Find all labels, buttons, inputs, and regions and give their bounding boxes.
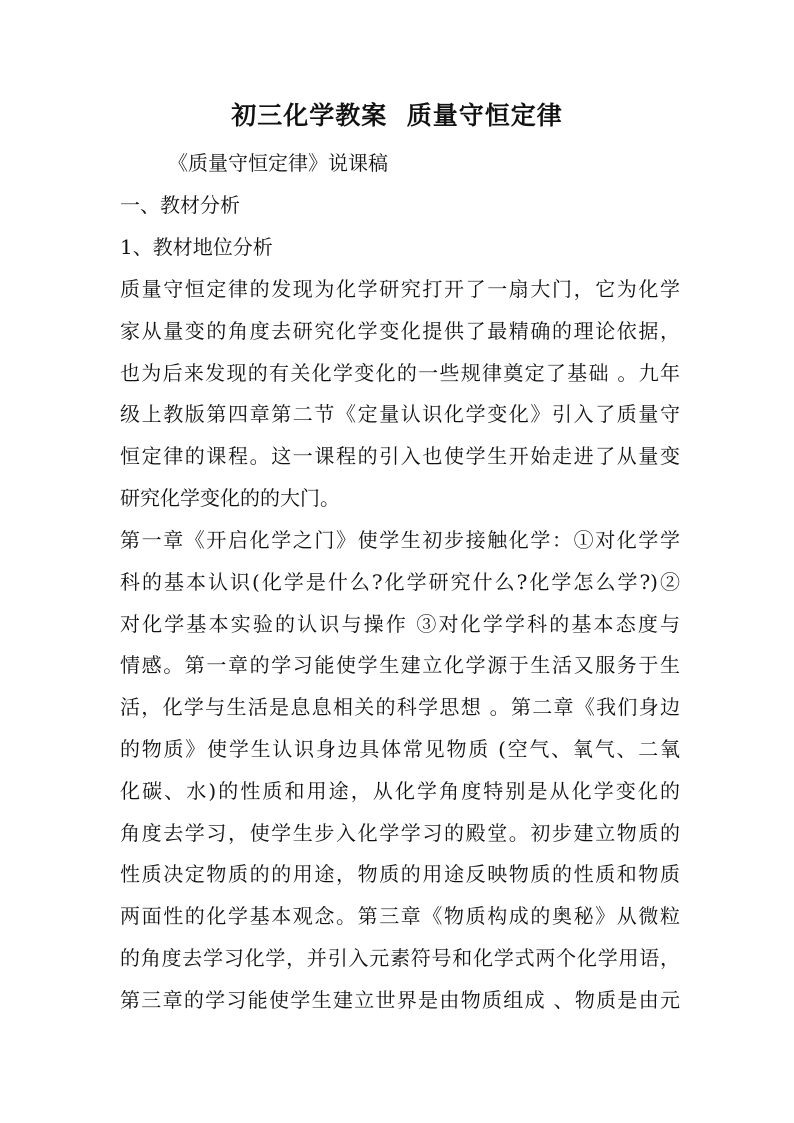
subsection-heading-material-position: 1、教材地位分析: [120, 235, 273, 259]
paragraph-law-introduction: [120, 274, 680, 525]
text-line: 家从量变的角度去研究化学变化提供了最精确的理论依据，: [120, 318, 680, 343]
text-line: 也为后来发现的有关化学变化的一些规律奠定了基础 。九年: [120, 360, 680, 385]
text-line: 角度去学习，使学生步入化学学习的殿堂。初步建立物质的: [120, 820, 680, 845]
text-line: 对化学基本实验的认识与操作 ③对化学学科的基本态度与: [120, 611, 680, 636]
text-line: 活，化学与生活是息息相关的科学思想 。第二章《我们身边: [120, 695, 680, 720]
text-line: 化碳、水)的性质和用途，从化学角度特别是从化学变化的: [120, 778, 680, 803]
text-line: 的角度去学习化学，并引入元素符号和化学式两个化学用语，: [120, 945, 680, 970]
text-line: 情感。第一章的学习能使学生建立化学源于生活又服务于生: [120, 653, 680, 678]
section-heading-teaching-material-analysis: 一、教材分析: [120, 193, 240, 217]
text-line: 第一章《开启化学之门》使学生初步接触化学：①对化学学: [120, 528, 680, 552]
text-line: 研究化学变化的的大门。: [120, 485, 340, 510]
text-line: 的物质》使学生认识身边具体常见物质 (空气、氧气、二氧: [120, 736, 680, 761]
text-line: 科的基本认识(化学是什么?化学研究什么?化学怎么学?)②: [120, 569, 680, 594]
document-subtitle: 《质量守恒定律》说课稿: [168, 151, 388, 175]
text-line: 质量守恒定律的发现为化学研究打开了一扇大门，它为化学: [120, 277, 680, 301]
text-line: 两面性的化学基本观念。第三章《物质构成的奥秘》从微粒: [120, 904, 680, 929]
text-line: 第三章的学习能使学生建立世界是由物质组成 、物质是由元: [120, 987, 680, 1012]
text-line: 性质决定物质的的用途，物质的用途反映物质的性质和物质: [120, 862, 680, 887]
document-title: 初三化学教案 质量守恒定律: [231, 101, 563, 130]
text-line: 级上教版第四章第二节《定量认识化学变化》引入了质量守: [120, 402, 680, 427]
paragraph-chapter-overview: [120, 525, 680, 1027]
text-line: 恒定律的课程。这一课程的引入也使学生开始走进了从量变: [120, 444, 680, 469]
